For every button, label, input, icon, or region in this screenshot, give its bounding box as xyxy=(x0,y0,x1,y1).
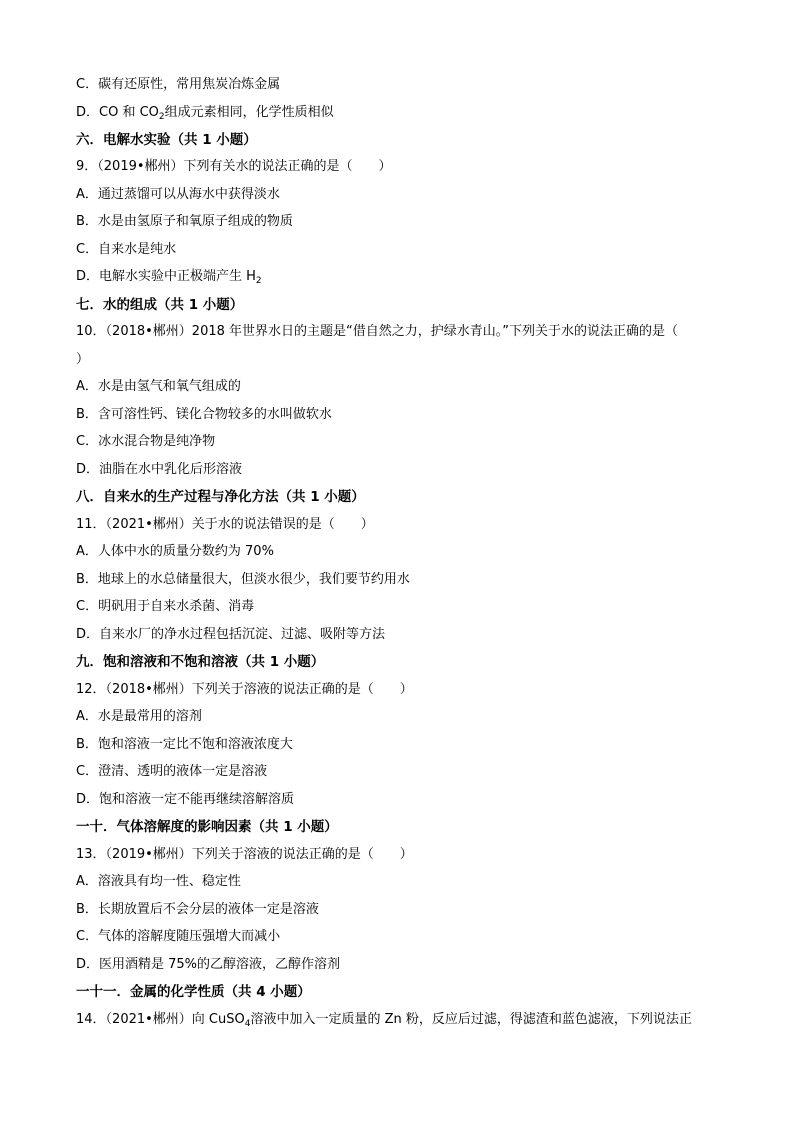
option-b-q12: B．饱和溶液一定比不饱和溶液浓度大 xyxy=(76,737,293,752)
question-10-continued: ） xyxy=(76,352,90,367)
option-b-q10: B．含可溶性钙、镁化合物较多的水叫做软水 xyxy=(76,407,332,422)
section-heading-8: 八．自来水的生产过程与净化方法（共 1 小题） xyxy=(76,489,365,505)
option-b-q11: B．地球上的水总储量很大，但淡水很少，我们要节约用水 xyxy=(76,572,410,587)
option-a-q11: A．人体中水的质量分数约为 70% xyxy=(76,544,274,559)
option-b-q13: B．长期放置后不会分层的液体一定是溶液 xyxy=(76,902,319,917)
option-d-q12: D．饱和溶液一定不能再继续溶解溶质 xyxy=(76,792,295,807)
option-c-q11: C．明矾用于自来水杀菌、消毒 xyxy=(76,599,255,614)
option-b-q9: B．水是由氢原子和氧原子组成的物质 xyxy=(76,214,293,229)
option-a-q9: A．通过蒸馏可以从海水中获得淡水 xyxy=(76,187,280,202)
option-c-q10: C．冰水混合物是纯净物 xyxy=(76,434,216,449)
option-d-q13: D．医用酒精是 75%的乙醇溶液，乙醇作溶剂 xyxy=(76,957,341,972)
option-a-q13: A．溶液具有均一性、稳定性 xyxy=(76,874,241,889)
section-heading-10: 一十．气体溶解度的影响因素（共 1 小题） xyxy=(76,819,338,835)
option-d-q9: D．电解水实验中正极端产生 $H_2$ xyxy=(76,269,262,286)
question-11: 11．（2021•郴州）关于水的说法错误的是（ ） xyxy=(76,517,374,532)
option-a-q10: A．水是由氢气和氧气组成的 xyxy=(76,379,241,394)
section-heading-9: 九．饱和溶液和不饱和溶液（共 1 小题） xyxy=(76,654,325,670)
question-10: 10．（2018•郴州）2018 年世界水日的主题是“借自然之力，护绿水青山。”下列关于水的说法正确的是（ xyxy=(76,324,678,339)
section-heading-11: 一十一．金属的化学性质（共 4 小题） xyxy=(76,984,311,1000)
question-12: 12．（2018•郴州）下列关于溶液的说法正确的是（ ） xyxy=(76,682,413,697)
option-c-q12: C．澄清、透明的液体一定是溶液 xyxy=(76,764,268,779)
option-d-q8: D．CO 和 $CO_2$组成元素相同，化学性质相似 xyxy=(76,105,334,122)
option-a-q12: A．水是最常用的溶剂 xyxy=(76,709,202,724)
question-13: 13．（2019•郴州）下列关于溶液的说法正确的是（ ） xyxy=(76,847,413,862)
question-14: 14．（2021•郴州）向 CuSO$_4$溶液中加入一定质量的 Zn 粉，反应后过滤，得滤渣和蓝色滤液，下列说法正 xyxy=(76,1012,692,1029)
option-d-q11: D．自来水厂的净水过程包括沉淀、过滤、吸附等方法 xyxy=(76,627,386,642)
option-c-q8: C．碳有还原性，常用焦炭冶炼金属 xyxy=(76,77,281,92)
section-heading-7: 七．水的组成（共 1 小题） xyxy=(76,297,244,313)
question-9: 9．（2019•郴州）下列有关水的说法正确的是（ ） xyxy=(76,159,392,174)
option-c-q13: C．气体的溶解度随压强增大而减小 xyxy=(76,929,281,944)
section-heading-6: 六．电解水实验（共 1 小题） xyxy=(76,132,257,148)
option-d-q10: D．油脂在水中乳化后形溶液 xyxy=(76,462,243,477)
option-c-q9: C．自来水是纯水 xyxy=(76,242,177,257)
